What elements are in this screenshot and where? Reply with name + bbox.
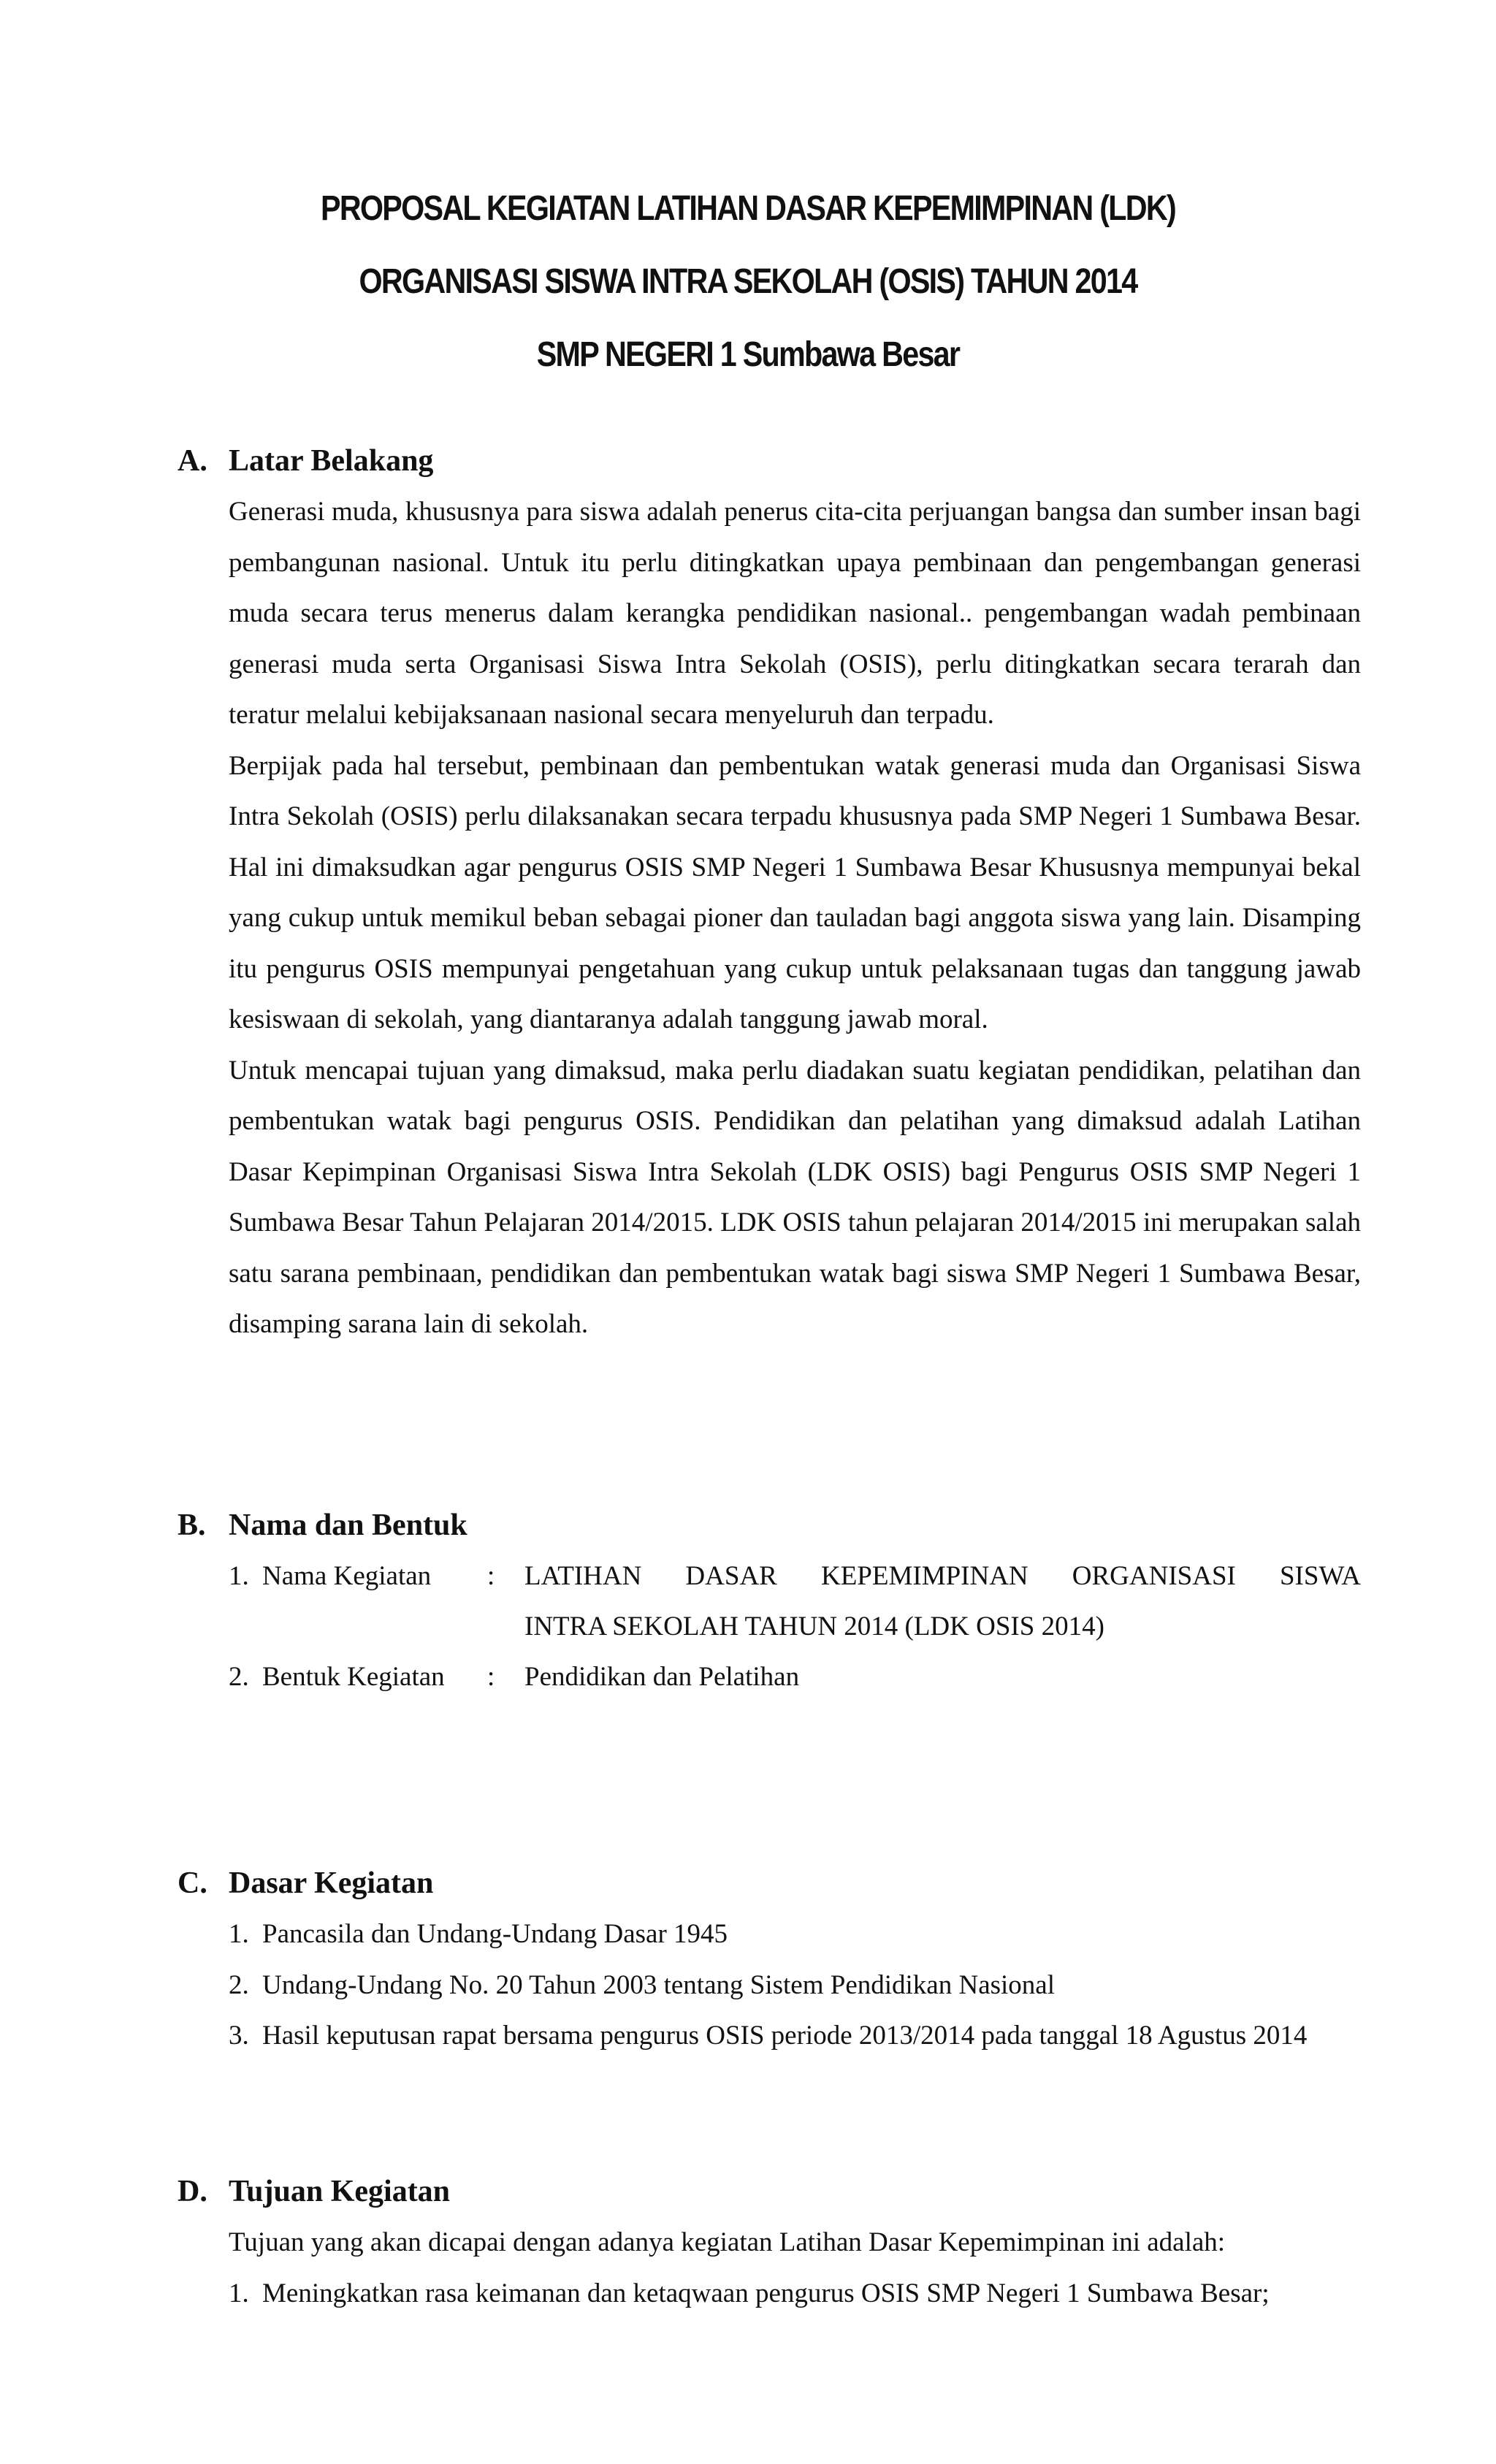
proposal-title — [104, 172, 1391, 392]
section-dasar-kegiatan — [178, 1858, 1361, 2061]
kv-row-bentuk-kegiatan — [229, 1652, 1361, 1702]
list-item-number: 1. — [229, 2278, 249, 2308]
section-title: Dasar Kegiatan — [229, 1866, 434, 1900]
item-value-line2: INTRA SEKOLAH TAHUN 2014 (LDK OSIS 2014) — [524, 1611, 1104, 1641]
section-letter: D. — [178, 2175, 207, 2208]
list-item-number: 3. — [229, 2021, 249, 2051]
list-item-text: Pancasila dan Undang-Undang Dasar 1945 — [262, 1919, 728, 1949]
paragraph: Berpijak pada hal tersebut, pembinaan dan pembentukan watak generasi muda dan Organisasi Siswa Intra Sekolah (OSIS) perlu dilaksanakan secara terpadu khususnya pada SMP Negeri 1 Sumbawa Besar. Hal ini dimaksudkan agar pengurus OSIS SMP Negeri 1 Sumbawa Besar Khususnya mempunyai bekal yang cukup untuk memikul beban sebagai pioner dan tauladan bagi anggota siswa yang lain. Disamping itu pengurus OSIS mempunyai pengetahuan yang cukup untuk pelaksanaan tugas dan tanggung jawab kesiswaan di sekolah, yang diantaranya adalah tanggung jawab moral. — [229, 750, 1361, 1034]
item-label: Nama Kegiatan — [262, 1561, 432, 1591]
list-item-number: 2. — [229, 1969, 249, 2000]
list-item — [229, 1960, 1361, 2011]
item-colon: : — [487, 1662, 495, 1692]
list-item — [229, 1909, 1361, 1960]
item-value-line1: LATIHAN DASAR KEPEMIMPINAN ORGANISASI SISWA — [524, 1561, 1361, 1591]
item-number: 1. — [229, 1561, 249, 1591]
section-intro: Tujuan yang akan dicapai dengan adanya kegiatan Latihan Dasar Kepemimpinan ini adalah: — [229, 2227, 1226, 2257]
section-body — [229, 487, 1361, 1350]
section-heading — [178, 1858, 1361, 1909]
item-colon: : — [487, 1561, 495, 1591]
section-heading — [178, 435, 1361, 487]
list-item-text: Undang-Undang No. 20 Tahun 2003 tentang Sistem Pendidikan Nasional — [262, 1969, 1055, 2000]
section-tujuan-kegiatan — [178, 2166, 1361, 2319]
section-letter: A. — [178, 444, 207, 478]
item-number: 2. — [229, 1662, 249, 1692]
title-line-3: SMP NEGERI 1 Sumbawa Besar — [536, 335, 960, 374]
title-line-2: ORGANISASI SISWA INTRA SEKOLAH (OSIS) TAHUN 2014 — [359, 262, 1137, 301]
section-letter: C. — [178, 1866, 207, 1900]
section-latar-belakang — [178, 435, 1361, 1350]
title-line-1: PROPOSAL KEGIATAN LATIHAN DASAR KEPEMIMPINAN (LDK) — [321, 189, 1175, 228]
section-nama-dan-bentuk — [178, 1500, 1361, 1702]
section-title: Nama dan Bentuk — [229, 1508, 468, 1542]
list-item — [229, 2010, 1361, 2061]
section-heading — [178, 1500, 1361, 1551]
section-letter: B. — [178, 1508, 206, 1542]
section-title: Latar Belakang — [229, 444, 434, 478]
numbered-list — [229, 1909, 1361, 2061]
numbered-list — [229, 2268, 1361, 2319]
kv-row-nama-kegiatan — [229, 1551, 1361, 1652]
paragraph: Generasi muda, khususnya para siswa adalah penerus cita-cita perjuangan bangsa dan sumber insan bagi pembangunan nasional. Untuk itu perlu ditingkatkan upaya pembinaan dan pengembangan generasi muda secara terus menerus dalam kerangka pendidikan nasional.. pengembangan wadah pembinaan generasi muda serta Organisasi Siswa Intra Sekolah (OSIS), perlu ditingkatkan secara terarah dan teratur melalui kebijaksanaan nasional secara menyeluruh dan terpadu. — [229, 497, 1361, 730]
section-title: Tujuan Kegiatan — [229, 2175, 451, 2208]
list-item-text: Meningkatkan rasa keimanan dan ketaqwaan pengurus OSIS SMP Negeri 1 Sumbawa Besar; — [262, 2278, 1270, 2308]
item-label: Bentuk Kegiatan — [262, 1662, 445, 1692]
paragraph: Untuk mencapai tujuan yang dimaksud, maka perlu diadakan suatu kegiatan pendidikan, pelatihan dan pembentukan watak bagi pengurus OSIS. Pendidikan dan pelatihan yang dimaksud adalah Latihan Dasar Kepimpinan Organisasi Siswa Intra Sekolah (LDK OSIS) bagi Pengurus OSIS SMP Negeri 1 Sumbawa Besar Tahun Pelajaran 2014/2015. LDK OSIS tahun pelajaran 2014/2015 ini merupakan salah satu sarana pembinaan, pendidikan dan pembentukan watak bagi siswa SMP Negeri 1 Sumbawa Besar, disamping sarana lain di sekolah. — [229, 1055, 1361, 1339]
list-item-number: 1. — [229, 1919, 249, 1949]
section-heading — [178, 2166, 1361, 2217]
item-value-line1: Pendidikan dan Pelatihan — [524, 1662, 800, 1692]
list-item — [229, 2268, 1361, 2319]
list-item-text: Hasil keputusan rapat bersama pengurus OSIS periode 2013/2014 pada tanggal 18 Agustus 2014 — [262, 2021, 1308, 2051]
